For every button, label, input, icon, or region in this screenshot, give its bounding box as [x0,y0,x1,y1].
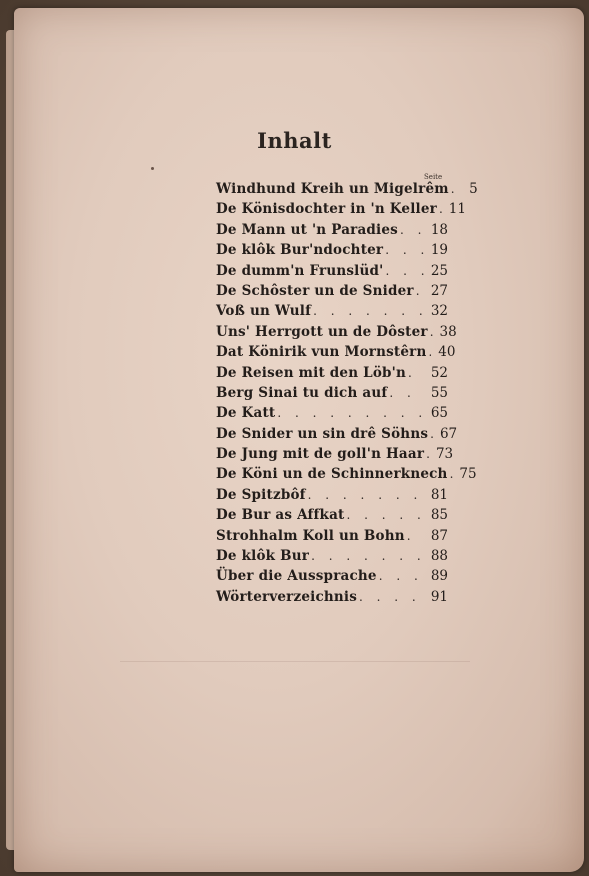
toc-entry [216,263,448,283]
bleed-through-rule [120,661,470,662]
toc-entry-title: De Mann ut 'n Paradies [216,221,398,238]
toc-entry-page: 5 [469,181,478,197]
toc-entry-title: Dat Könirik vun Mornstêrn [216,344,427,361]
toc-entry-title: De Reisen mit den Löb'n [216,364,407,381]
toc-entry [216,385,448,405]
toc-entry-title: De Köni un de Schinnerknech [216,466,448,483]
toc-entry-title: De Snider un sin drê Söhns [216,425,429,442]
toc-entry-page: 85 [430,507,448,524]
toc-entry-page: 52 [430,364,448,381]
toc-entry-title: De Schôster un de Snider [216,282,414,299]
toc-entry-page: 18 [430,221,448,238]
toc-entry [216,528,448,548]
toc-entry-title: De klôk Bur'ndochter [216,242,384,259]
toc-entry [216,222,448,242]
bleed-through-title [110,82,382,122]
toc-entry-title: Über die Aussprache [216,568,377,585]
toc-entry [216,242,448,262]
toc-leader-dots [377,569,424,583]
toc-leader-dots [387,386,424,400]
toc-entry-page: 19 [430,242,448,259]
toc-entry-page: 91 [430,588,448,605]
toc-leader-dots [383,243,424,257]
toc-entry-page: 89 [430,568,448,585]
toc-entry-page: 11 [448,201,466,218]
toc-entry [216,303,448,323]
toc-entry-title: Strohhalm Koll un Bohn [216,527,405,544]
toc-entry-title: De Jung mit de goll'n Haar [216,446,425,463]
toc-entry-title: De Spitzbôf [216,486,306,503]
table-of-contents [216,181,478,609]
toc-entry [216,466,477,486]
toc-entry-page: 73 [435,446,454,463]
toc-leader-dots [405,529,424,543]
paper-fleck [151,167,154,170]
toc-entry [216,568,448,588]
toc-leader-dots [406,366,424,380]
toc-leader-dots [311,304,424,318]
toc-entry-title: De klôk Bur [216,548,310,565]
toc-entry-page: 27 [430,282,448,299]
toc-leader-dots [398,223,424,237]
toc-leader-dots [414,284,424,298]
toc-entry-page: 87 [430,527,448,544]
toc-entry-title: De Könisdochter in 'n Keller [216,201,437,218]
toc-entry-page: 65 [430,405,448,422]
toc-leader-dots [309,549,424,563]
toc-entry [216,181,478,201]
toc-entry [216,507,448,527]
toc-entry-page: 40 [438,344,456,361]
toc-entry [216,446,454,466]
toc-entry-title: Voß un Wulf [216,303,312,320]
toc-entry-title: Windhund Kreih un Migelrêm [216,181,449,197]
toc-entry-page: 81 [430,486,448,503]
toc-entry-page: 38 [439,323,457,340]
page-column-label: Seite [424,173,443,181]
toc-entry-title: De Bur as Affkat [216,507,345,524]
toc-entry [216,425,458,446]
toc-entry [216,323,457,344]
toc-entry-page: 67 [439,425,458,442]
toc-entry [216,344,456,364]
toc-entry [216,283,448,303]
toc-entry-page: 75 [459,466,477,483]
toc-entry-title: Uns' Herrgott un de Dôster [216,323,428,340]
toc-entry-title: Wörterverzeichnis [216,588,358,605]
toc-entry [216,589,448,609]
toc-entry [216,487,448,507]
toc-entry [216,405,448,425]
toc-entry-page: 32 [430,303,448,320]
toc-leader-dots [357,590,424,604]
page-title: Inhalt [257,128,332,153]
toc-entry [216,548,448,568]
toc-entry [216,365,448,385]
toc-entry-page: 55 [430,384,448,401]
toc-leader-dots [306,488,424,502]
toc-leader-dots [383,264,424,278]
toc-leader-dots [344,508,424,522]
toc-entry-page: 25 [430,262,448,279]
toc-leader-dots [275,406,424,420]
toc-entry-title: De dumm'n Frunslüd' [216,262,384,279]
toc-entry-page: 88 [430,548,448,565]
toc-entry-title: Berg Sinai tu dich auf [216,384,388,401]
toc-entry-title: De Katt [216,405,276,422]
toc-entry [216,201,466,221]
